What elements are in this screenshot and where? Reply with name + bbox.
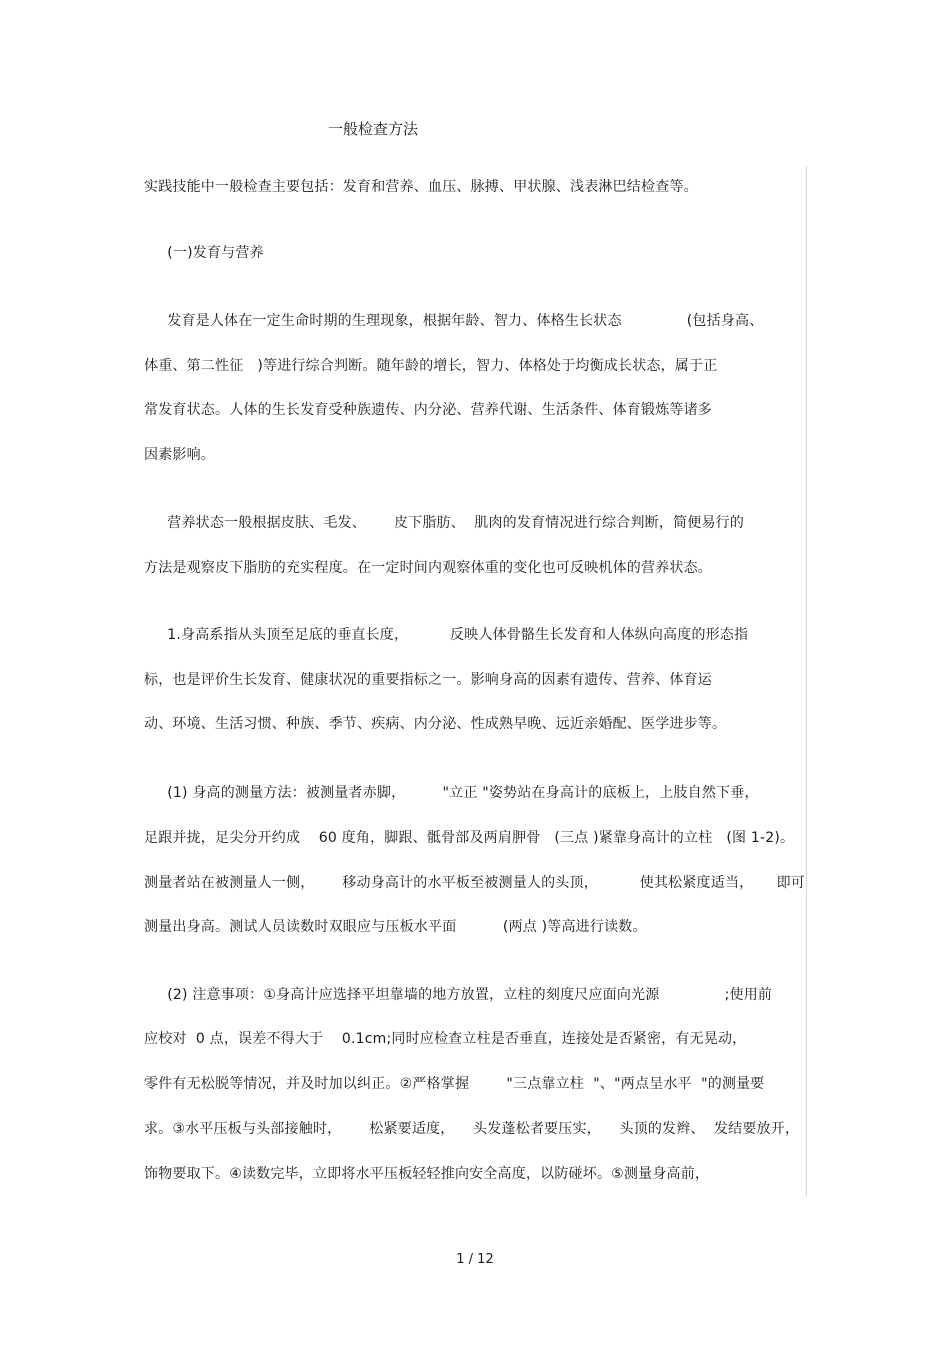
section-heading: (一)发育与营养: [144, 245, 264, 261]
text-line: 常发育状态。人体的生长发育受种族遗传、内分泌、营养代谢、生活条件、体育锻炼等诸多: [144, 402, 712, 418]
text-line: 足跟并拢，足尖分开约成 60 度角，脚跟、骶骨部及两肩胛骨 (三点 )紧靠身高计的立柱 (图 1-2)。: [144, 830, 795, 846]
page-number: 1 / 12: [456, 1252, 494, 1267]
text-line: 动、环境、生活习惯、种族、季节、疾病、内分泌、性成熟早晚、远近亲婚配、医学进步等。: [144, 716, 727, 732]
text-line: 营养状态一般根据皮肤、毛发、 皮下脂肪、 肌肉的发育情况进行综合判断，简便易行的: [144, 515, 745, 531]
margin-rule: [806, 166, 807, 1196]
text-line: 求。③水平压板与头部接触时， 松紧要适度， 头发蓬松者要压实， 头顶的发辫、 发结要放开，: [144, 1121, 800, 1137]
text-line: 因素影响。: [144, 447, 215, 463]
text-line: 饰物要取下。④读数完毕，立即将水平压板轻轻推向安全高度，以防碰坏。⑤测量身高前，: [144, 1166, 710, 1182]
text-line: (2) 注意事项：①身高计应选择平坦靠墙的地方放置，立柱的刻度尺应面向光源 ;使用前: [144, 987, 773, 1003]
text-line: 应校对 0 点，误差不得大于 0.1cm;同时应检查立柱是否垂直，连接处是否紧密，有无晃动，: [144, 1031, 747, 1047]
text-line: 标，也是评价生长发育、健康状况的重要指标之一。影响身高的因素有遗传、营养、体育运: [144, 672, 712, 688]
text-line: 测量出身高。测试人员读数时双眼应与压板水平面 (两点 )等高进行读数。: [144, 919, 647, 935]
text-line: 实践技能中一般检查主要包括：发育和营养、血压、脉搏、甲状腺、浅表淋巴结检查等。: [144, 179, 698, 195]
text-line: 测量者站在被测量人一侧， 移动身高计的水平板至被测量人的头顶， 使其松紧度适当， 即可: [144, 875, 806, 891]
text-line: 方法是观察皮下脂肪的充实程度。在一定时间内观察体重的变化也可反映机体的营养状态。: [144, 560, 712, 576]
text-line: 零件有无松脱等情况，并及时加以纠正。②严格掌握 "三点靠立柱 "、"两点呈水平 "的测量要: [144, 1076, 765, 1092]
text-line: 发育是人体在一定生命时期的生理现象，根据年龄、智力、体格生长状态 (包括身高、: [144, 313, 764, 329]
page-title: 一般检查方法: [328, 120, 419, 138]
text-line: (1) 身高的测量方法：被测量者赤脚， "立正 "姿势站在身高计的底板上，上肢自然下垂，: [144, 785, 759, 801]
text-line: 体重、第二性征 )等进行综合判断。随年龄的增长，智力、体格处于均衡成长状态，属于正: [144, 358, 718, 374]
text-line: 1.身高系指从头顶至足底的垂直长度， 反映人体骨骼生长发育和人体纵向高度的形态指: [144, 627, 749, 643]
